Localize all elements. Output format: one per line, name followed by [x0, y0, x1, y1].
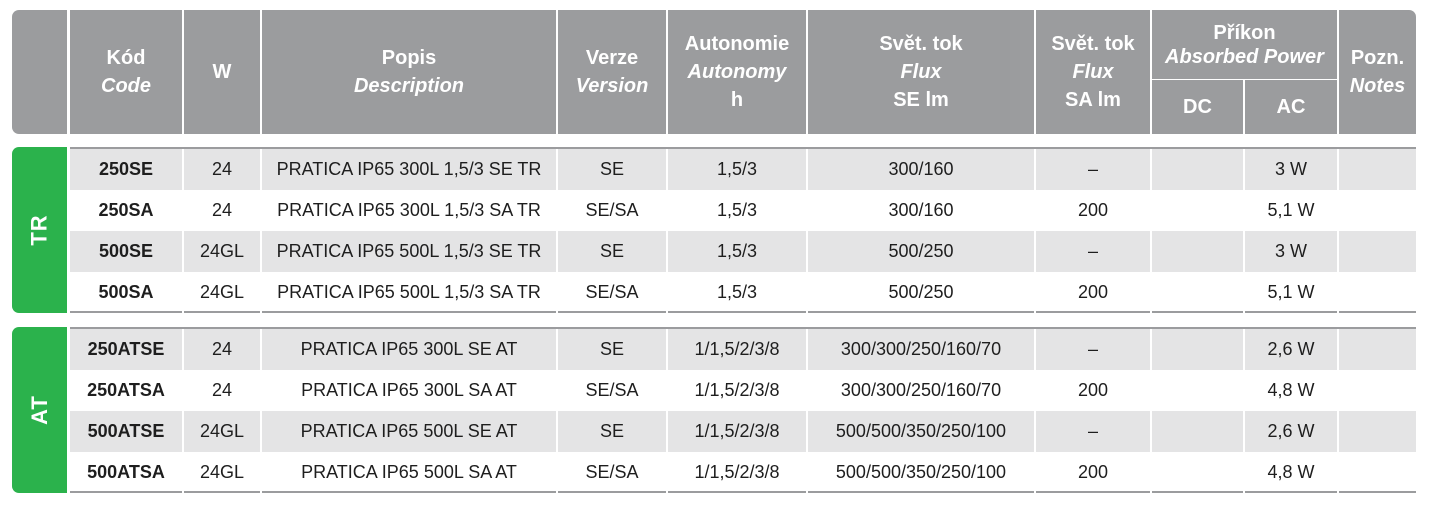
cell-w: 24GL	[199, 241, 245, 261]
header-version	[558, 10, 666, 134]
cell-dc	[1152, 370, 1243, 411]
cell-description: PRATICA IP65 500L SA AT	[301, 462, 517, 482]
column-divider	[806, 190, 808, 231]
cell-notes	[1339, 231, 1416, 272]
cell-notes	[1339, 370, 1416, 411]
header-w	[184, 10, 260, 134]
column-divider	[806, 370, 808, 411]
cell-flux-sa: –	[1087, 241, 1098, 261]
cell-autonomy: 1,5/3	[716, 241, 758, 261]
column-divider	[1337, 190, 1339, 231]
cell-dc	[1152, 329, 1243, 370]
cell-code: 500SE	[98, 241, 154, 261]
cell-ac: 3 W	[1274, 159, 1307, 179]
column-divider	[666, 190, 668, 231]
column-divider	[182, 370, 184, 411]
header-power-cz: Příkon	[1213, 21, 1276, 44]
column-divider	[556, 452, 558, 493]
cell-notes	[1339, 329, 1416, 370]
column-divider	[556, 370, 558, 411]
cell-autonomy: 1/1,5/2/3/8	[694, 462, 780, 482]
cell-code: 500SA	[98, 282, 154, 302]
header-flux-se-cz: Svět. tok	[879, 33, 963, 55]
column-divider	[556, 272, 558, 313]
column-divider	[1337, 452, 1339, 493]
column-divider	[1150, 190, 1152, 231]
header-description-en: Description	[353, 75, 465, 97]
header-version-en: Version	[575, 75, 649, 97]
column-divider	[1243, 231, 1245, 272]
column-divider	[1150, 329, 1152, 370]
header-corner	[12, 10, 67, 134]
cell-version: SE/SA	[585, 282, 639, 302]
cell-flux-sa: –	[1087, 159, 1098, 179]
table-row	[70, 149, 1416, 190]
column-divider	[1150, 231, 1152, 272]
group-label-at-text: AT	[26, 395, 52, 425]
cell-code: 500ATSA	[87, 462, 165, 482]
header-flux-sa-cz: Svět. tok	[1051, 33, 1135, 55]
cell-version: SE	[599, 421, 624, 441]
header-flux-sa-en: Flux	[1072, 61, 1114, 83]
cell-description: PRATICA IP65 300L 1,5/3 SA TR	[277, 200, 541, 220]
header-code-en: Code	[101, 75, 151, 97]
header-autonomy-cz: Autonomie	[684, 33, 790, 55]
column-divider	[260, 452, 262, 493]
table-row	[70, 272, 1416, 313]
column-divider	[1150, 370, 1152, 411]
cell-w: 24GL	[199, 462, 245, 482]
header-power-dc	[1152, 80, 1243, 134]
column-divider	[1150, 272, 1152, 313]
column-divider	[666, 370, 668, 411]
cell-w: 24	[211, 200, 233, 220]
header-power	[1152, 10, 1337, 79]
cell-notes	[1339, 452, 1416, 493]
column-divider	[260, 190, 262, 231]
header-autonomy	[668, 10, 806, 134]
column-divider	[260, 231, 262, 272]
header-power-ac-label: AC	[1276, 95, 1306, 118]
cell-description: PRATICA IP65 300L 1,5/3 SE TR	[276, 159, 542, 179]
column-divider	[806, 329, 808, 370]
column-divider	[1243, 149, 1245, 190]
cell-version: SE	[599, 339, 624, 359]
header-power-ac	[1245, 80, 1337, 134]
column-divider	[260, 370, 262, 411]
cell-version: SE	[599, 241, 624, 261]
cell-flux-se: 500/250	[888, 282, 954, 302]
cell-code: 500ATSE	[87, 421, 165, 441]
table-row	[70, 190, 1416, 231]
table-row	[70, 452, 1416, 493]
cell-flux-sa: 200	[1077, 462, 1109, 482]
header-flux-se-unit: SE lm	[893, 89, 949, 111]
column-divider	[806, 231, 808, 272]
header-w-label: W	[212, 61, 232, 83]
cell-version: SE	[599, 159, 624, 179]
group-label-tr	[12, 147, 67, 313]
column-divider	[1243, 452, 1245, 493]
cell-code: 250ATSE	[87, 339, 165, 359]
header-flux-sa-unit: SA lm	[1065, 89, 1121, 111]
cell-description: PRATICA IP65 500L 1,5/3 SA TR	[277, 282, 541, 302]
column-divider	[260, 411, 262, 452]
cell-flux-se: 300/160	[888, 200, 954, 220]
column-divider	[556, 190, 558, 231]
cell-description: PRATICA IP65 300L SE AT	[300, 339, 518, 359]
column-divider	[1337, 231, 1339, 272]
column-divider	[1243, 411, 1245, 452]
column-divider	[556, 329, 558, 370]
column-divider	[556, 411, 558, 452]
cell-flux-se: 500/500/350/250/100	[835, 421, 1007, 441]
cell-flux-sa: –	[1087, 421, 1098, 441]
column-divider	[182, 190, 184, 231]
header-flux-sa	[1036, 10, 1150, 134]
header-description	[262, 10, 556, 134]
cell-code: 250SA	[98, 200, 154, 220]
column-divider	[1337, 370, 1339, 411]
column-divider	[1034, 370, 1036, 411]
cell-code: 250SE	[98, 159, 154, 179]
cell-ac: 5,1 W	[1267, 200, 1315, 220]
cell-version: SE/SA	[585, 200, 639, 220]
column-divider	[1337, 272, 1339, 313]
cell-flux-se: 300/300/250/160/70	[840, 339, 1002, 359]
cell-w: 24GL	[199, 421, 245, 441]
cell-dc	[1152, 411, 1243, 452]
cell-ac: 5,1 W	[1267, 282, 1315, 302]
cell-ac: 4,8 W	[1267, 380, 1315, 400]
cell-autonomy: 1/1,5/2/3/8	[694, 380, 780, 400]
column-divider	[182, 231, 184, 272]
cell-w: 24	[211, 380, 233, 400]
cell-autonomy: 1/1,5/2/3/8	[694, 339, 780, 359]
header-notes-cz: Pozn.	[1350, 47, 1405, 69]
header-power-dc-label: DC	[1183, 95, 1212, 118]
cell-description: PRATICA IP65 500L SE AT	[300, 421, 518, 441]
cell-w: 24GL	[199, 282, 245, 302]
column-divider	[182, 411, 184, 452]
column-divider	[806, 149, 808, 190]
cell-ac: 2,6 W	[1267, 339, 1315, 359]
column-divider	[182, 272, 184, 313]
column-divider	[1034, 149, 1036, 190]
cell-description: PRATICA IP65 300L SA AT	[301, 380, 517, 400]
column-divider	[1337, 411, 1339, 452]
column-divider	[666, 411, 668, 452]
column-divider	[1150, 411, 1152, 452]
cell-notes	[1339, 190, 1416, 231]
header-power-en: Absorbed Power	[1165, 45, 1324, 68]
cell-version: SE/SA	[585, 380, 639, 400]
group-label-tr-text: TR	[26, 214, 52, 246]
column-divider	[182, 149, 184, 190]
header-code-cz: Kód	[106, 47, 146, 69]
column-divider	[1337, 149, 1339, 190]
cell-dc	[1152, 452, 1243, 493]
cell-flux-se: 500/500/350/250/100	[835, 462, 1007, 482]
header-code	[70, 10, 182, 134]
header-version-cz: Verze	[585, 47, 639, 69]
cell-flux-sa: 200	[1077, 282, 1109, 302]
column-divider	[1150, 149, 1152, 190]
cell-description: PRATICA IP65 500L 1,5/3 SE TR	[276, 241, 542, 261]
cell-w: 24	[211, 159, 233, 179]
column-divider	[666, 452, 668, 493]
column-divider	[1243, 190, 1245, 231]
header-notes-en: Notes	[1349, 75, 1406, 97]
cell-w: 24	[211, 339, 233, 359]
cell-flux-se: 500/250	[888, 241, 954, 261]
cell-autonomy: 1,5/3	[716, 200, 758, 220]
cell-autonomy: 1,5/3	[716, 159, 758, 179]
column-divider	[556, 231, 558, 272]
cell-flux-sa: 200	[1077, 200, 1109, 220]
cell-notes	[1339, 272, 1416, 313]
column-divider	[1243, 272, 1245, 313]
column-divider	[1243, 370, 1245, 411]
cell-ac: 2,6 W	[1267, 421, 1315, 441]
cell-ac: 4,8 W	[1267, 462, 1315, 482]
cell-autonomy: 1/1,5/2/3/8	[694, 421, 780, 441]
cell-version: SE/SA	[585, 462, 639, 482]
table-row	[70, 231, 1416, 272]
cell-autonomy: 1,5/3	[716, 282, 758, 302]
column-divider	[1337, 329, 1339, 370]
header-flux-se-en: Flux	[900, 61, 942, 83]
column-divider	[260, 272, 262, 313]
column-divider	[1034, 190, 1036, 231]
cell-dc	[1152, 272, 1243, 313]
header-autonomy-unit: h	[730, 89, 744, 111]
column-divider	[1034, 231, 1036, 272]
column-divider	[1034, 272, 1036, 313]
cell-dc	[1152, 231, 1243, 272]
table-row	[70, 329, 1416, 370]
column-divider	[1243, 329, 1245, 370]
cell-flux-sa: –	[1087, 339, 1098, 359]
column-divider	[260, 149, 262, 190]
cell-dc	[1152, 149, 1243, 190]
cell-flux-sa: 200	[1077, 380, 1109, 400]
cell-ac: 3 W	[1274, 241, 1307, 261]
column-divider	[182, 452, 184, 493]
column-divider	[666, 149, 668, 190]
column-divider	[806, 272, 808, 313]
table-row	[70, 411, 1416, 452]
cell-flux-se: 300/160	[888, 159, 954, 179]
column-divider	[1034, 452, 1036, 493]
column-divider	[1034, 411, 1036, 452]
column-divider	[1034, 329, 1036, 370]
column-divider	[806, 411, 808, 452]
column-divider	[1150, 452, 1152, 493]
column-divider	[666, 329, 668, 370]
cell-notes	[1339, 411, 1416, 452]
column-divider	[260, 329, 262, 370]
table-row	[70, 370, 1416, 411]
header-autonomy-en: Autonomy	[687, 61, 787, 83]
column-divider	[182, 329, 184, 370]
column-divider	[556, 149, 558, 190]
cell-notes	[1339, 149, 1416, 190]
column-divider	[806, 452, 808, 493]
header-description-cz: Popis	[381, 47, 437, 69]
column-divider	[666, 272, 668, 313]
header-notes	[1339, 10, 1416, 134]
column-divider	[666, 231, 668, 272]
cell-dc	[1152, 190, 1243, 231]
cell-code: 250ATSA	[87, 380, 165, 400]
cell-flux-se: 300/300/250/160/70	[840, 380, 1002, 400]
header-flux-se	[808, 10, 1034, 134]
group-label-at	[12, 327, 67, 493]
